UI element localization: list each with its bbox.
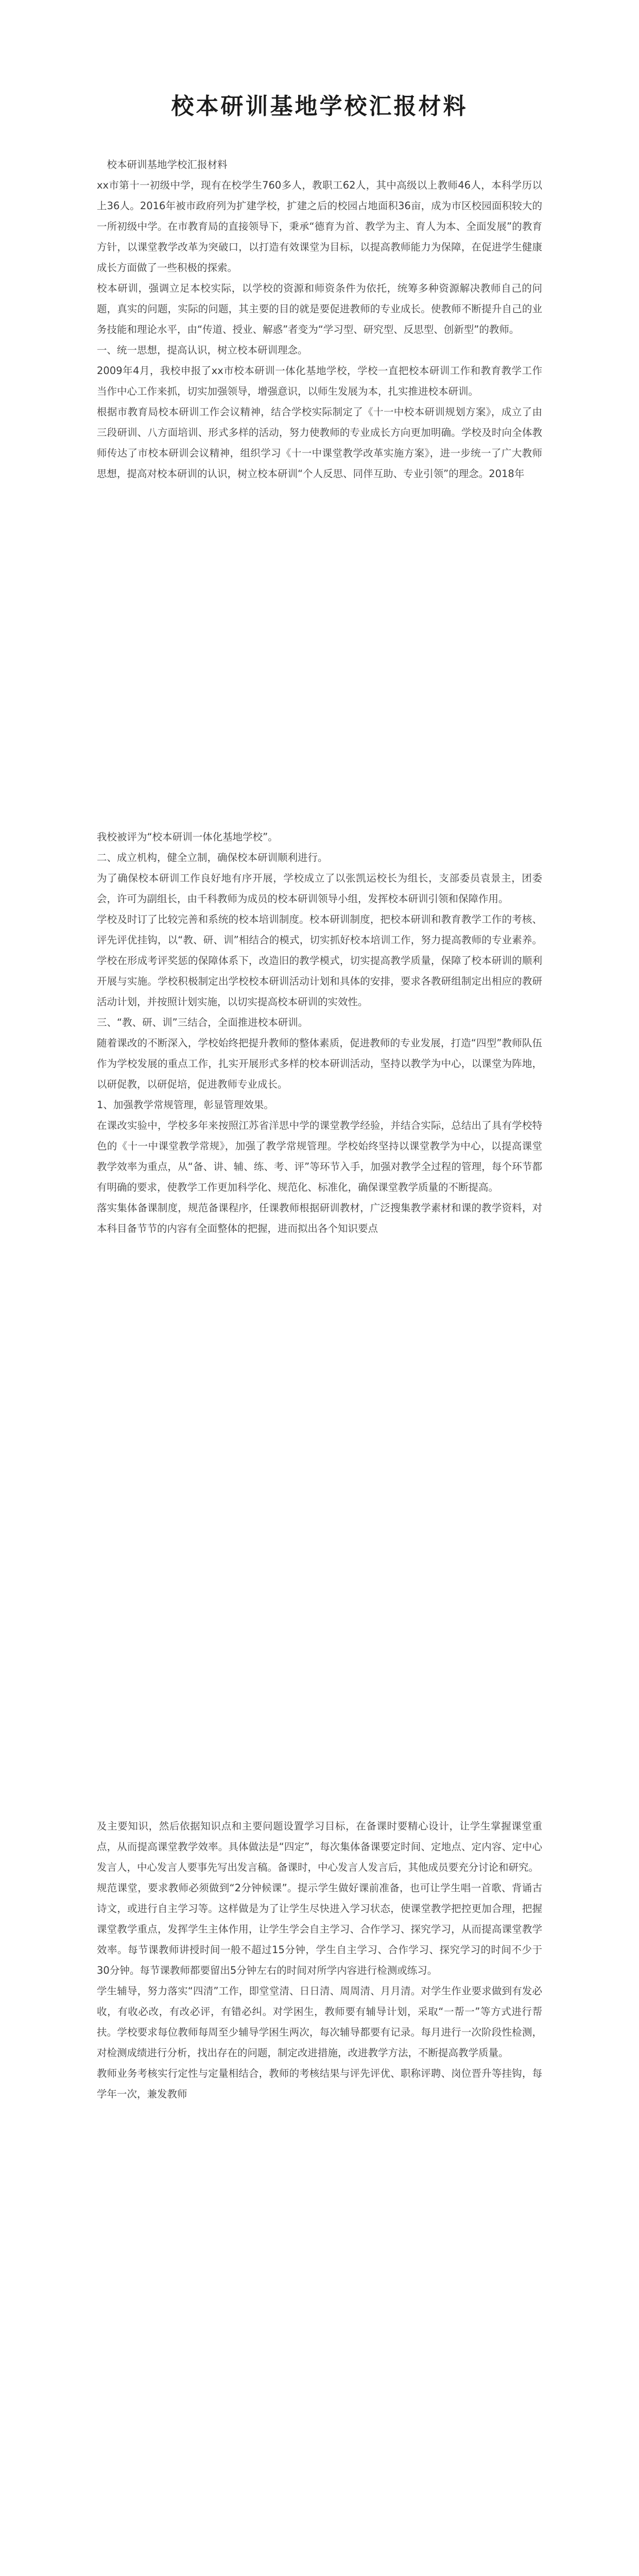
paragraph: 随着课改的不断深入，学校始终把提升教师的整体素质，促进教师的专业发展，打造“四型”教师队伍作为学校发展的重点工作，扎实开展形式多样的校本研训活动，坚持以教学为中心，以课堂为阵地，以研促教，以研促培，促进教师专业成长。	[97, 1037, 542, 1090]
paragraph: 在课改实验中，学校多年来按照江苏省洋思中学的课堂教学经验，并结合实际，总结出了具有学校特色的《十一中课堂教学常规》，加强了教学常规管理。学校始终坚持以课堂教学为中心，以提高课堂教学效率为重点，从“备、讲、辅、练、考、评”等环节入手，加强对教学全过程的管理，每个环节都有明确的要求，使教学工作更加科学化、规范化、标准化，确保课堂教学质量的不断提高。	[97, 1120, 542, 1193]
page-title: 校本研训基地学校汇报材料	[171, 93, 468, 120]
paragraph: 教师业务考核实行定性与定量相结合，教师的考核结果与评先评优、职称评聘、岗位晋升等挂钩，每学年一次，兼发教师	[97, 2067, 542, 2100]
content-block-3	[97, 1816, 542, 2105]
paragraph: 根据市教育局校本研训工作会议精神，结合学校实际制定了《十一中校本研训规划方案》，成立了由三段研训、八方面培训、形式多样的活动，努力使教师的专业成长方向更加明确。学校及时向全体教师传达了市校本研训会议精神，组织学习《十一中课堂教学改革实施方案》，进一步统一了广大教师思想，提高对校本研训的认识，树立校本研训“个人反思、同伴互助、专业引领”的理念。2018年	[97, 406, 542, 480]
paragraph: xx市第十一初级中学，现有在校学生760多人，教职工62人，其中高级以上教师46人，本科学历以上36人。2016年被市政府列为扩建学校，扩建之后的校园占地面积36亩，成为市区校园面积较大的一所初级中学。在市教育局的直接领导下，秉承“德育为首、教学为主、育人为本、全面发展”的教育方针，以课堂教学改革为突破口，以打造有效课堂为目标，以提高教师能力为保障，在促进学生健康成长方面做了一些积极的探索。	[97, 179, 542, 274]
content-block-2	[97, 827, 542, 1239]
paragraph: 校本研训基地学校汇报材料	[97, 159, 228, 171]
paragraph: 我校被评为“校本研训一体化基地学校”。	[97, 831, 278, 843]
content-block-1	[97, 155, 542, 484]
paragraph: 校本研训，强调立足本校实际，以学校的资源和师资条件为依托，统筹多种资源解决教师自己的问题，真实的问题，实际的问题，其主要的目的就是要促进教师的专业成长。使教师不断提升自己的业务技能和理论水平，由“传道、授业、解惑”者变为“学习型、研究型、反思型、创新型”的教师。	[97, 282, 542, 335]
section-heading: 二、成立机构，健全立制，确保校本研训顺利进行。	[97, 852, 328, 863]
paragraph: 为了确保校本研训工作良好地有序开展，学校成立了以张凯运校长为组长，支部委员袁景主，团委会，许可为副组长，由千科教师为成员的校本研训领导小组，发挥校本研训引领和保障作用。	[97, 872, 542, 905]
section-heading: 三、“教、研、训”三结合，全面推进校本研训。	[97, 1016, 308, 1028]
paragraph: 学生辅导，努力落实“四清”工作，即堂堂清、日日清、周周清、月月清。对学生作业要求做到有发必收，有收必改，有改必评，有错必纠。对学困生，教师要有辅导计划，采取“一帮一”等方式进行帮扶。学校要求每位教师每周至少辅导学困生两次，每次辅导都要有记录。每月进行一次阶段性检测，对检测成绩进行分析，找出存在的问题，制定改进措施，改进教学方法，不断提高教学质量。	[97, 1985, 542, 2059]
paragraph: 落实集体备课制度，规范备课程序，任课教师根据研训教材，广泛搜集教学素材和课的教学资料，对本科目备节节的内容有全面整体的把握，进而拟出各个知识要点	[97, 1202, 542, 1234]
paragraph: 规范课堂，要求教师必须做到“2分钟候课”。提示学生做好课前准备，也可让学生唱一首歌、背诵古诗文，或进行自主学习等。这样做是为了让学生尽快进入学习状态，使课堂教学把控更加合理，把握课堂教学重点，发挥学生主体作用，让学生学会自主学习、合作学习、探究学习，从而提高课堂教学效率。每节课教师讲授时间一般不超过15分钟，学生自主学习、合作学习、探究学习的时间不少于30分钟。每节课教师都要留出5分钟左右的时间对所学内容进行检测或练习。	[97, 1882, 542, 1976]
section-heading: 一、统一思想，提高认识，树立校本研训理念。	[97, 344, 308, 356]
paragraph: 2009年4月，我校申报了xx市校本研训一体化基地学校，学校一直把校本研训工作和教育教学工作当作中心工作来抓，切实加强领导，增强意识，以师生发展为本，扎实推进校本研训。	[97, 365, 542, 397]
paragraph: 及主要知识，然后依据知识点和主要问题设置学习目标，在备课时要精心设计，让学生掌握课堂重点，从而提高课堂教学效率。具体做法是“四定”，每次集体备课要定时间、定地点、定内容、定中心发言人，中心发言人要事先写出发言稿。备课时，中心发言人发言后，其他成员要充分讨论和研究。	[97, 1820, 542, 1873]
paragraph: 学校及时订了比较完善和系统的校本培训制度。校本研训制度，把校本研训和教育教学工作的考核、评先评优挂钩，以“教、研、训”相结合的模式，切实抓好校本培训工作，努力提高教师的专业素养。学校在形成考评奖惩的保障体系下，改造旧的教学模式，切实提高教学质量，保障了校本研训的顺利开展与实施。学校积极制定出学校校本研训活动计划和具体的安排，要求各教研组制定出相应的教研活动计划，并按照计划实施，以切实提高校本研训的实效性。	[97, 913, 542, 1008]
sub-heading: 1、加强教学常规管理，彰显管理效果。	[97, 1099, 274, 1111]
